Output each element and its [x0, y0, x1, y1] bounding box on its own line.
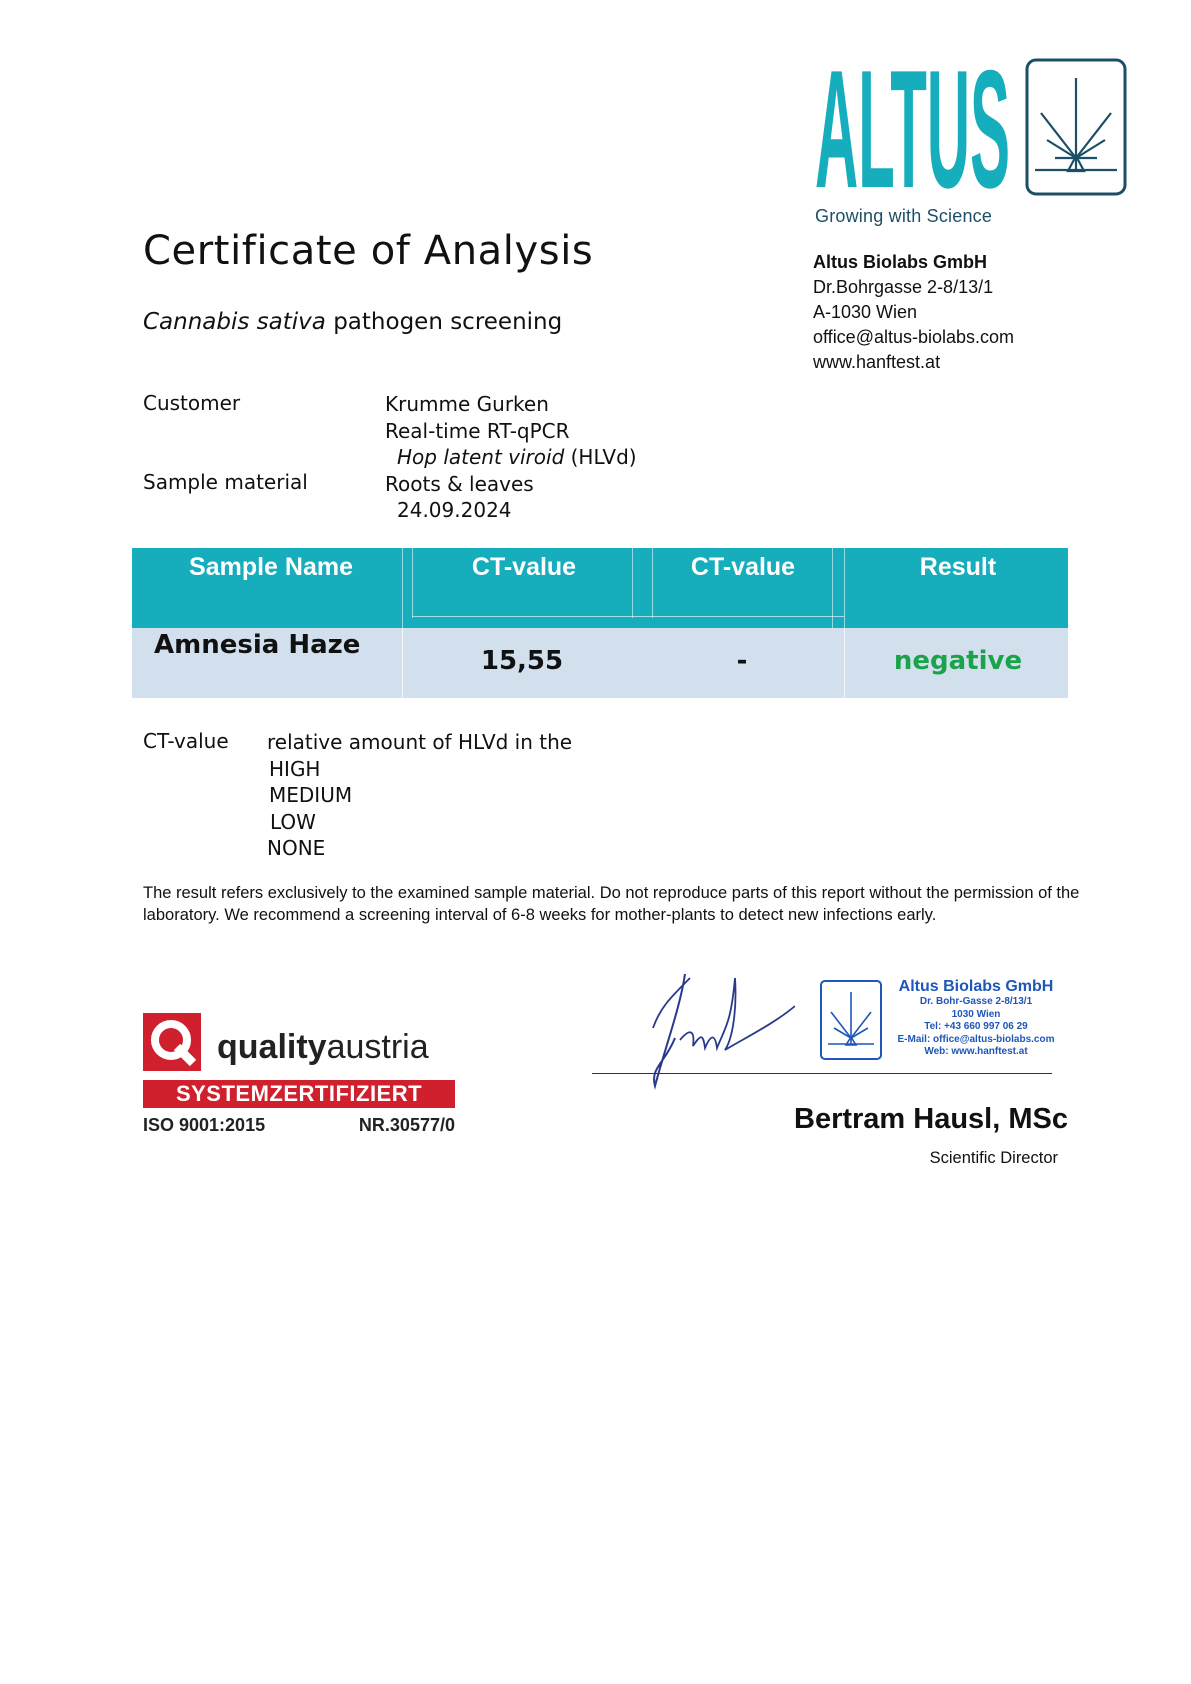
address-email: office@altus-biolabs.com [813, 327, 1015, 347]
stamp-web: Web: www.hanftest.at [924, 1046, 1028, 1057]
legend-level-none: NONE [267, 836, 326, 860]
logo-wordmark-text: ALTUS [815, 55, 1010, 195]
qa-brand-bold: quality [217, 1028, 327, 1066]
table-header [132, 548, 1068, 628]
qa-number: NR.30577/0 [358, 1115, 455, 1135]
subtitle-rest: pathogen screening [325, 309, 563, 335]
cell-sample-name: Amnesia Haze [154, 630, 361, 660]
subtitle-species: Cannabis sativa [143, 309, 326, 335]
sample-date: 24.09.2024 [397, 498, 512, 522]
quality-austria-certificate [143, 1013, 455, 1138]
cell-ct-value-1: 15,55 [480, 646, 564, 676]
altus-logo-wordmark [815, 55, 1010, 195]
legend-level-high: HIGH [269, 756, 321, 781]
stamp-tel: Tel: +43 660 997 06 29 [924, 1021, 1028, 1032]
target-species: Hop latent viroid [397, 445, 565, 469]
logo-tagline: Growing with Science [815, 206, 993, 226]
method-value: Real-time RT-qPCR [385, 419, 570, 443]
address-company: Altus Biolabs GmbH [813, 252, 988, 272]
address-street: Dr.Bohrgasse 2-8/13/1 [813, 277, 994, 297]
target-abbr: (HLVd) [564, 445, 637, 469]
sample-material-label: Sample material [143, 470, 308, 494]
sample-material-value: Roots & leaves [385, 472, 534, 496]
qa-brand-rest: austria [326, 1028, 429, 1066]
legend-list [267, 729, 572, 862]
document-subtitle [143, 309, 562, 335]
stamp-text [886, 978, 1066, 1059]
legend-description: relative amount of HLVd in the [267, 730, 573, 754]
qa-banner: SYSTEMZERTIFIZIERT [143, 1080, 455, 1108]
legend-label: CT-value [143, 729, 229, 753]
signer-name: Bertram Hausl, MSc [794, 1103, 1068, 1135]
company-stamp [820, 978, 1065, 1063]
stamp-city: 1030 Wien [951, 1008, 1001, 1020]
signer-role: Scientific Director [929, 1149, 1058, 1167]
cannabis-leaf-icon [1025, 58, 1127, 196]
cell-result: negative [893, 646, 1023, 676]
legend-level-low: LOW [270, 809, 316, 834]
qa-iso: ISO 9001:2015 [143, 1115, 266, 1135]
address-city: A-1030 Wien [813, 302, 918, 322]
stamp-leaf-icon [820, 980, 882, 1060]
stamp-email: E-Mail: office@altus-biolabs.com [897, 1033, 1055, 1045]
header-ct-value-1: CT-value [471, 553, 577, 581]
header-sample-name: Sample Name [189, 553, 353, 581]
header-ct-value-2: CT-value [690, 553, 796, 581]
cell-ct-value-2: - [736, 646, 748, 676]
address-web: www.hanftest.at [813, 352, 941, 372]
quality-austria-wordmark [217, 1028, 429, 1067]
table-row [132, 628, 1068, 698]
disclaimer-note: The result refers exclusively to the examined sample material. Do not reproduce parts of this report without the permission of the laboratory. We recommend a screening interval of 6-8 weeks for mother-plants to detect new infections early. [143, 884, 1080, 924]
customer-value: Krumme Gurken [385, 392, 549, 416]
header-result: Result [919, 553, 997, 581]
document-title: Certificate of Analysis [143, 228, 594, 274]
quality-austria-q-icon [143, 1013, 201, 1071]
handwritten-signature [645, 968, 795, 1093]
stamp-company: Altus Biolabs GmbH [898, 978, 1054, 995]
legend-level-medium: MEDIUM [269, 783, 353, 807]
target-value [397, 445, 637, 469]
results-table [132, 548, 1068, 698]
stamp-street: Dr. Bohr-Gasse 2-8/13/1 [919, 996, 1033, 1007]
customer-label: Customer [143, 391, 241, 415]
lab-address [813, 250, 1014, 375]
